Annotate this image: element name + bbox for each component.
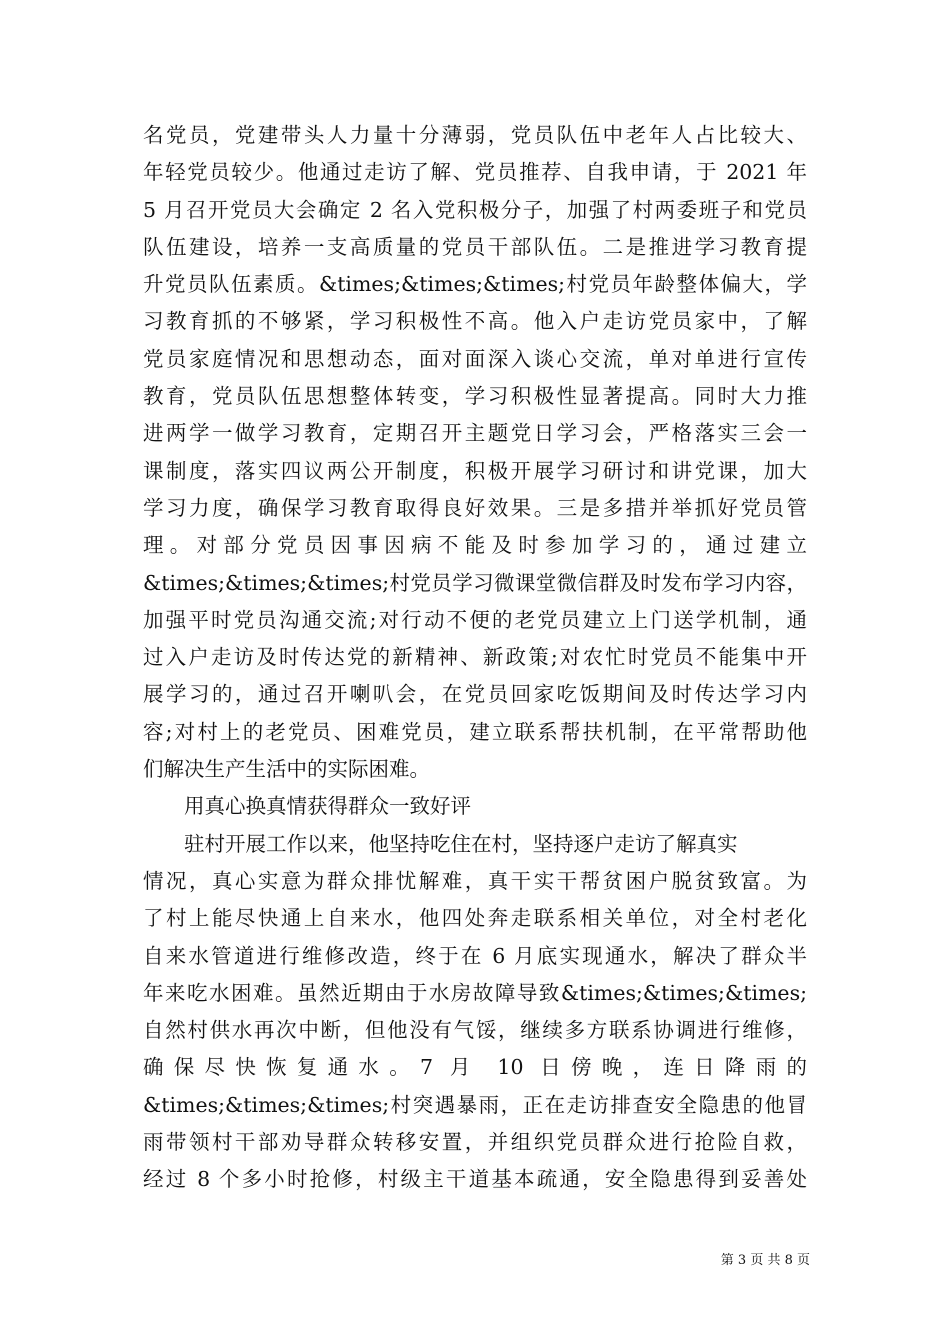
- body-line: 理。对部分党员因事因病不能及时参加学习的，通过建立: [143, 533, 807, 558]
- body-line: &times;&times;&times;村突遇暴雨，正在走访排查安全隐患的他冒: [143, 1092, 807, 1117]
- body-line: 党员家庭情况和思想动态，面对面深入谈心交流，单对单进行宣传: [143, 346, 807, 371]
- body-line: 课制度，落实四议两公开制度，积极开展学习研讨和讲党课，加大: [143, 458, 807, 483]
- body-line: 驻村开展工作以来，他坚持吃住在村，坚持逐户走访了解真实: [184, 831, 738, 856]
- body-line: 队伍建设，培养一支高质量的党员干部队伍。二是推进学习教育提: [143, 234, 807, 259]
- body-line: 升党员队伍素质。&times;&times;&times;村党员年龄整体偏大，学: [143, 272, 807, 297]
- body-line: 学习力度，确保学习教育取得良好效果。三是多措并举抓好党员管: [143, 495, 807, 520]
- body-line: 教育，党员队伍思想整体转变，学习积极性显著提高。同时大力推: [143, 384, 807, 409]
- body-line: 经过 8 个多小时抢修，村级主干道基本疏通，安全隐患得到妥善处: [143, 1167, 807, 1192]
- body-line: 们解决生产生活中的实际困难。: [143, 757, 430, 782]
- body-line: 年轻党员较少。他通过走访了解、党员推荐、自我申请，于 2021 年: [143, 160, 807, 185]
- body-line: 5 月召开党员大会确定 2 名入党积极分子，加强了村两委班子和党员: [143, 197, 807, 222]
- body-line: 展学习的，通过召开喇叭会，在党员回家吃饭期间及时传达学习内: [143, 682, 807, 707]
- body-line: 雨带领村干部劝导群众转移安置，并组织党员群众进行抢险自救，: [143, 1130, 807, 1155]
- body-line: 年来吃水困难。虽然近期由于水房故障导致&times;&times;&times;: [143, 980, 807, 1005]
- page-number: 第 3 页 共 8 页: [720, 1253, 810, 1268]
- body-line: 了村上能尽快通上自来水，他四处奔走联系相关单位，对全村老化: [143, 906, 807, 931]
- body-line: 过入户走访及时传达党的新精神、新政策;对农忙时党员不能集中开: [143, 645, 807, 670]
- section-heading: 用真心换真情获得群众一致好评: [184, 794, 471, 819]
- body-line: &times;&times;&times;村党员学习微课堂微信群及时发布学习内容，: [143, 570, 807, 595]
- document-body: [143, 117, 807, 1199]
- body-line: 加强平时党员沟通交流;对行动不便的老党员建立上门送学机制，通: [143, 607, 807, 632]
- body-line: 进两学一做学习教育，定期召开主题党日学习会，严格落实三会一: [143, 421, 807, 446]
- body-line: 名党员，党建带头人力量十分薄弱，党员队伍中老年人占比较大、: [143, 123, 807, 147]
- body-line: 习教育抓的不够紧，学习积极性不高。他入户走访党员家中，了解: [143, 309, 807, 334]
- body-line: 情况，真心实意为群众排忧解难，真干实干帮贫困户脱贫致富。为: [143, 868, 807, 893]
- body-line: 确保尽快恢复通水。7 月 10 日傍晚，连日降雨的: [143, 1055, 807, 1080]
- body-line: 自然村供水再次中断，但他没有气馁，继续多方联系协调进行维修，: [143, 1018, 807, 1043]
- body-line: 自来水管道进行维修改造，终于在 6 月底实现通水，解决了群众半: [143, 943, 807, 968]
- body-line: 容;对村上的老党员、困难党员，建立联系帮扶机制，在平常帮助他: [143, 719, 807, 744]
